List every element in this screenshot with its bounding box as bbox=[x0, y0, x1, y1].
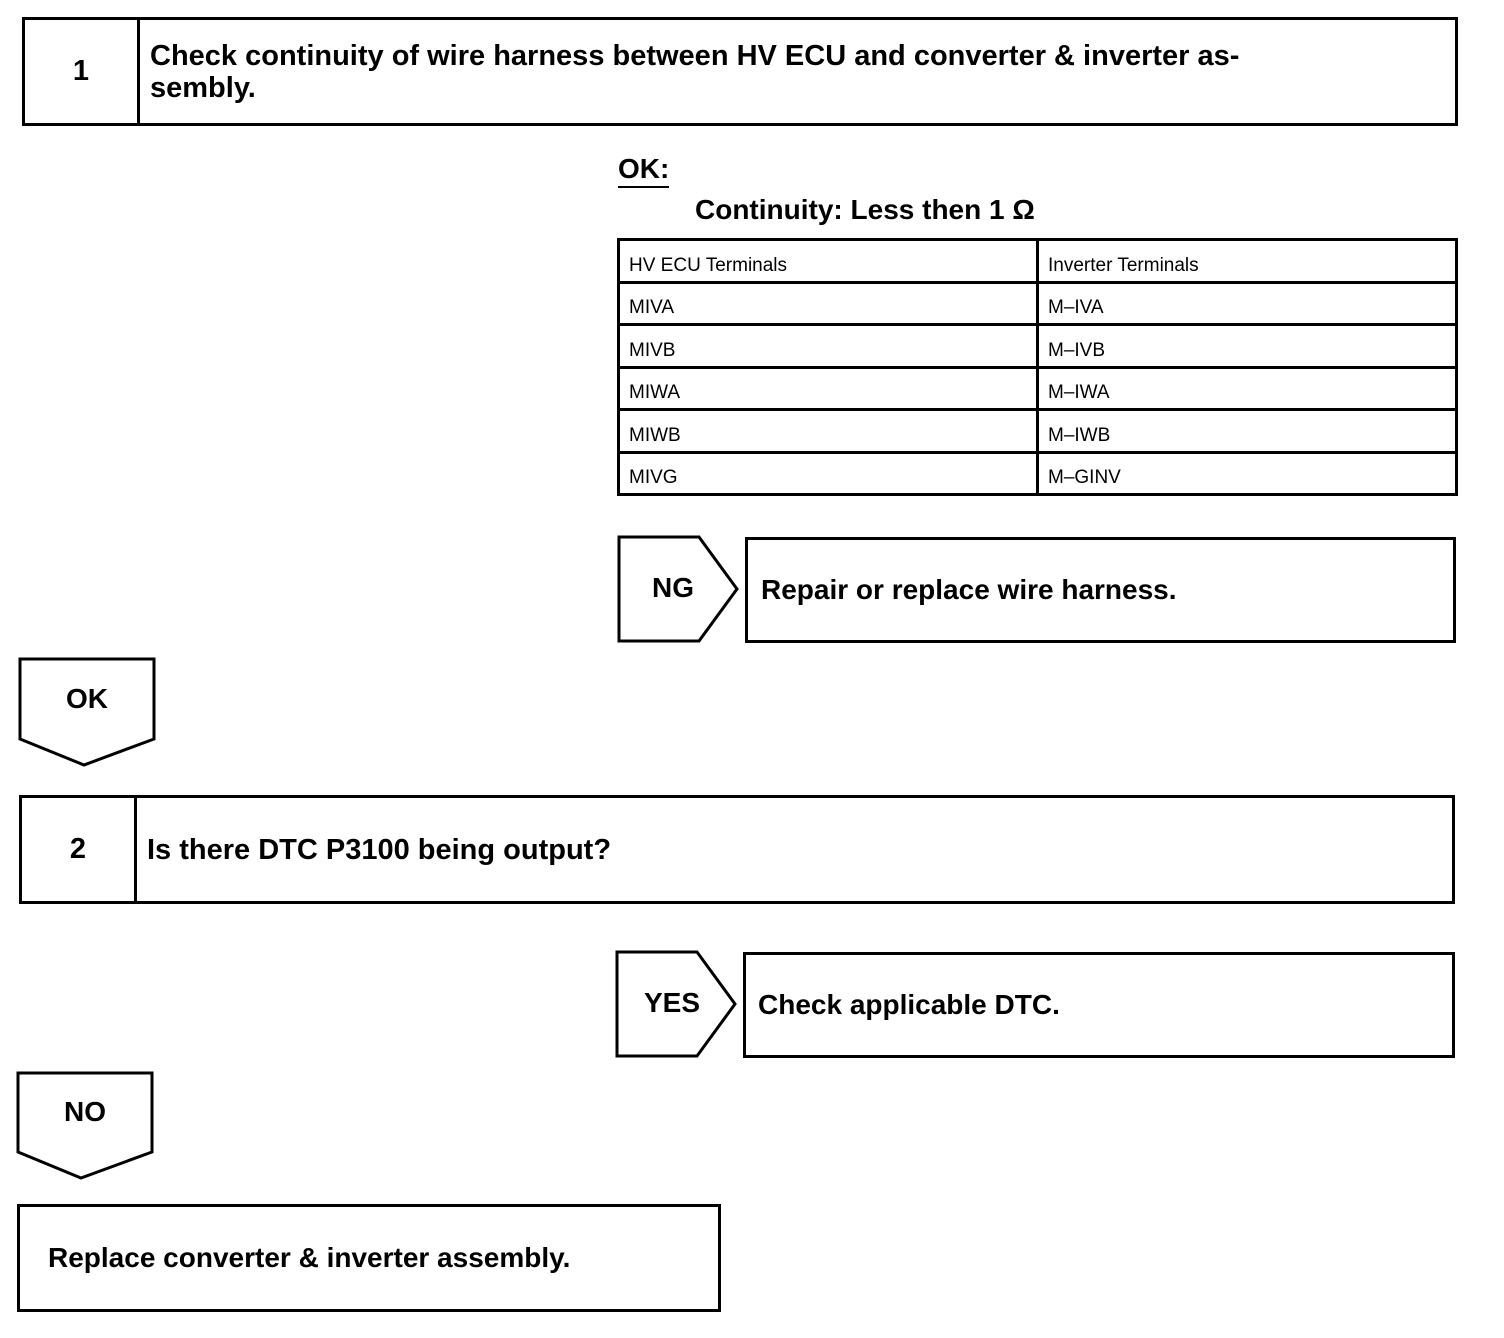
table-cell: MIVG bbox=[619, 452, 1038, 495]
final-action-text: Replace converter & inverter assembly. bbox=[48, 1242, 571, 1273]
ok-spec-label-text: OK: bbox=[618, 153, 670, 184]
step-1-number: 1 bbox=[25, 20, 140, 123]
table-cell: M–IWA bbox=[1038, 367, 1457, 410]
yes-label: YES bbox=[643, 987, 701, 1018]
table-cell: M–GINV bbox=[1038, 452, 1457, 495]
step-1-text-line1: Check continuity of wire harness between HV ECU and converter & inverter as- bbox=[150, 40, 1240, 72]
yes-result-box bbox=[743, 952, 1455, 1058]
ng-result-box bbox=[745, 537, 1456, 643]
no-label: NO bbox=[64, 1096, 106, 1127]
ng-result-text: Repair or replace wire harness. bbox=[761, 574, 1177, 605]
table-cell: M–IVA bbox=[1038, 282, 1457, 325]
step-2-box bbox=[19, 795, 1455, 904]
final-action-box bbox=[17, 1204, 721, 1312]
table-cell: M–IVB bbox=[1038, 325, 1457, 368]
table-header-cell: Inverter Terminals bbox=[1038, 240, 1457, 283]
table-cell: MIWB bbox=[619, 410, 1038, 453]
table-cell: M–IWB bbox=[1038, 410, 1457, 453]
yes-result-text: Check applicable DTC. bbox=[758, 989, 1060, 1020]
table-header-cell: HV ECU Terminals bbox=[619, 240, 1038, 283]
table-cell: MIWA bbox=[619, 367, 1038, 410]
step-1-text-line2: sembly. bbox=[150, 72, 256, 104]
table-cell: MIVB bbox=[619, 325, 1038, 368]
continuity-spec: Continuity: Less then 1 Ω bbox=[695, 194, 1035, 225]
table-cell: MIVA bbox=[619, 282, 1038, 325]
ok-label: OK bbox=[66, 683, 108, 714]
step-2-number: 2 bbox=[22, 798, 137, 901]
ng-label: NG bbox=[652, 572, 694, 603]
step-2-text: Is there DTC P3100 being output? bbox=[147, 834, 612, 866]
